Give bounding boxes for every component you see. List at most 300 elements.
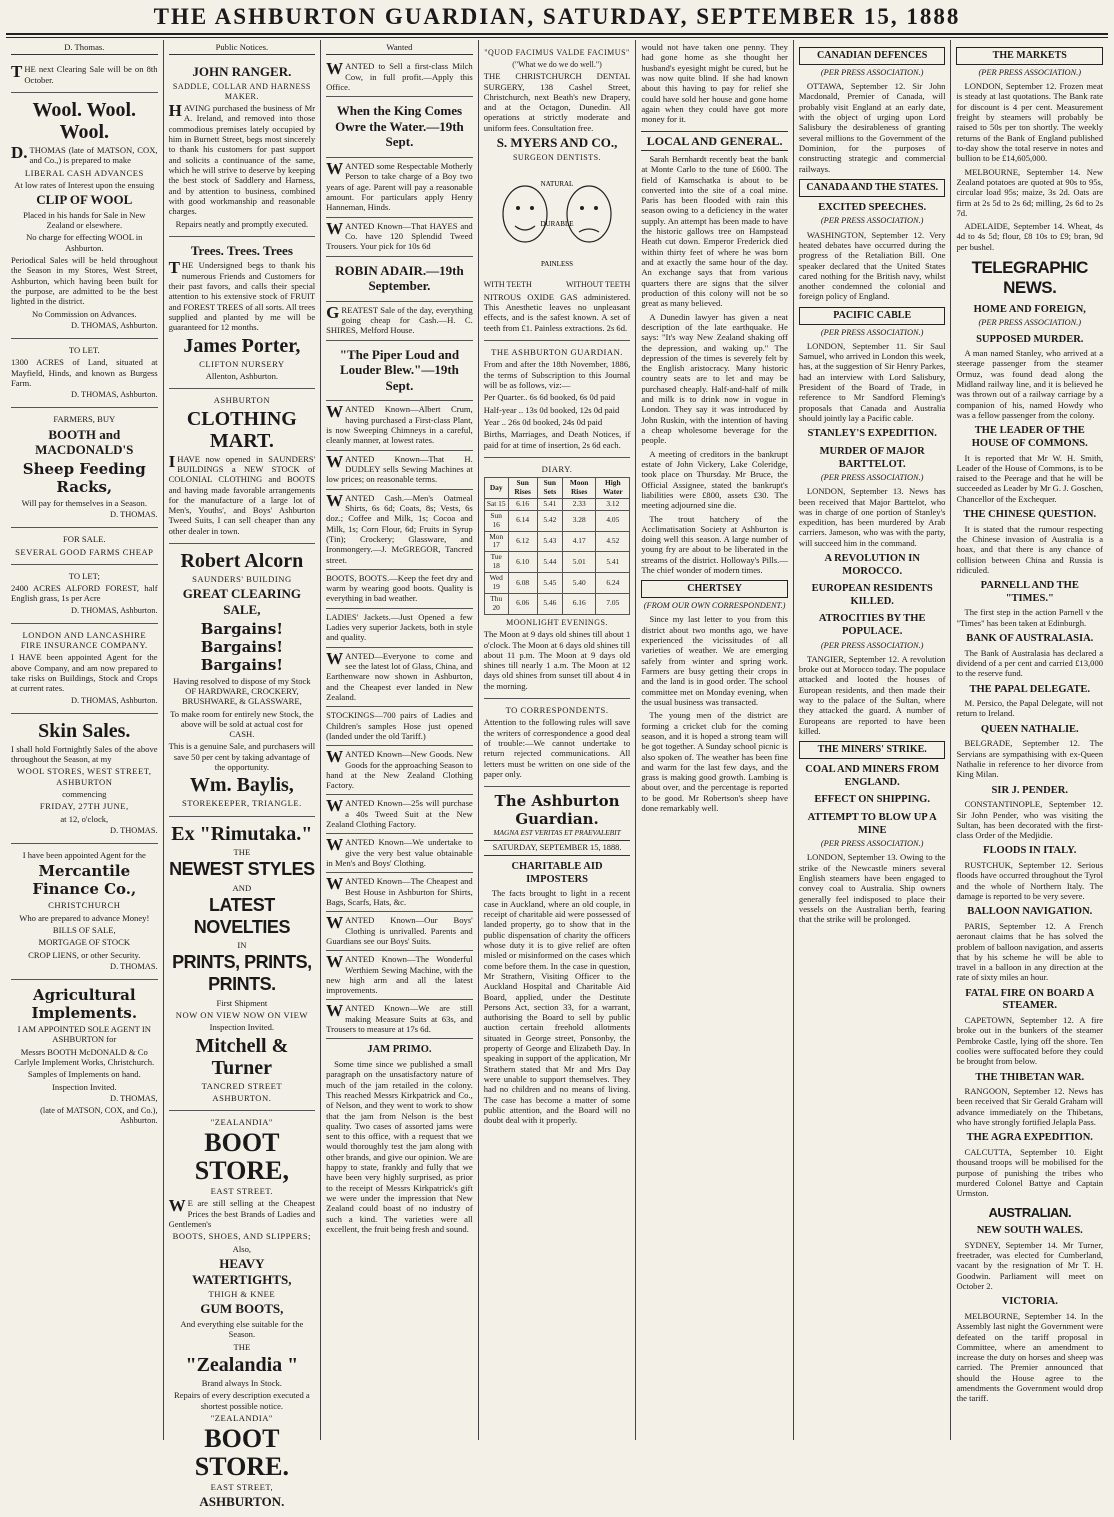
ad-block [11,844,158,980]
notice-text: Births, Marriages, and Death Notices, if paid for at time of insertion, 2s 6d each. [483,429,631,450]
classified-ad [326,302,473,341]
ad-text: WANTED—Everyone to come and see the latest lot of Glass, China, and Earthenware now shown in Ashburton, and the Cheapest ever landed in New Zealand. [326,648,473,702]
ad-text: THE [233,846,251,857]
ad-text: THE Undersigned begs to thank his numerous Friends and Customers for their past favors, and calls their special attention to his extensive stock of FRUIT and FOREST TREES of all sorts. All trees supplied and planted by me will be guaranteed for 12 months. [168,258,316,333]
section-title: TELEGRAPHIC NEWS. [971,258,1088,298]
ad-text: 1300 ACRES of Land, situated at Mayfield, Hinds, and known as Burgess Farm. [11,357,158,388]
rate-row: Half-year .. 13s 0d booked, 12s 0d paid [483,404,620,415]
news-body: SYDNEY, September 14. Mr Turner, freetrader, was elected for Cumberland, vacant by the resignation of Mr T. H. Goodwin. Parliament will meet on October 2. [956,1239,1104,1291]
news-body: ADELAIDE, September 14. Wheat, 4s 4d to 4s 5d; flour, £8 10s to £9; bran, 9d per bushel. [956,221,1104,252]
ad-text: And everything else suitable for the Season. [180,1319,304,1340]
diary-row [484,593,630,614]
ad-block [11,528,158,565]
classified-ad [326,1000,473,1039]
ad-title: Mitchell & Turner [195,1034,289,1079]
news-headline: FATAL FIRE ON BOARD A STEAMER. [965,987,1095,1012]
article-body: Some time since we published a small paragraph on the unsatisfactory nature of much of the jam retailed in the colony. This reached Messrs Kirkpatrick and Co., of Nelson, and they went to work to show that the jam from Nelson is the best quality. Two cases of assorted jams were sent to this office, with a request that we would thoroughly test the jam along with other brands, and give our opinion. We are happy to state, frankly and fully that we have been very highly surprised, as prior to the receipt of Messrs Kirkpatrick's gift we were under the impression that New Zealand could boast of no industry of such a kind. The varieties were all excellent, the fruit being fresh and sound. [326,1058,473,1234]
diary-cell: Thu 20 [484,593,508,614]
news-body: It is reported that Mr W. H. Smith, Leader of the House of Commons, is to be raised to the Peerage and that he will be succeeded as Leader by Mr G. J. Goschen, Chancellor of the Exchequer. [956,452,1104,504]
diary-col-header: Day [484,478,508,499]
column-5 [636,40,794,1440]
news-headline: SUPPOSED MURDER. [976,333,1084,345]
column-head: D. Thomas. [11,42,158,55]
ad-text: at 12, o'clock, [60,813,109,824]
diary-col-header: High Water [596,478,630,499]
ad-title: Agricultural Implements. [31,986,138,1023]
moon-text: The Moon at 9 days old shines till about 1 o'clock. The Moon at 6 days old shines till about 11 p.m. The Moon at 9 days old shines till nearly 1 a.m. The Moon at 12 days old shines from sunset till about 4 in the morning. [483,629,631,691]
ad-text: Also, [232,1243,252,1254]
news-subheadline: EXCITED SPEECHES. [818,201,927,213]
diary-cell: 2.33 [563,498,596,510]
news-source: (PER PRESS ASSOCIATION.) [978,318,1082,328]
news-headline: SIR J. PENDER. [991,784,1068,796]
classified-ad [326,795,473,834]
ad-title: ASHBURTON [213,395,271,406]
news-headline: VICTORIA. [1001,1296,1058,1308]
diary-cell: 5.41 [596,552,630,573]
ad-text: Who are prepared to advance Money! [19,912,150,923]
news-subheadline: HOME AND FOREIGN, [973,303,1086,315]
ad-text: CROP LIENS, or other Security. [28,949,141,960]
ad-block [11,714,158,844]
diary-cell: 5.43 [537,531,562,552]
paper-flag: The Ashburton Guardian. [494,792,620,829]
ad-text: LIBERAL CASH ADVANCES [24,167,144,178]
news-headline: BALLOON NAVIGATION. [967,906,1093,918]
ad-text: THE CHRISTCHURCH DENTAL SURGERY, 138 Cashel Street, Christchurch, next Beath's new Drapery, and at the Octagon, Dunedin. All operations at strictly moderate and uniform fees. Consultation free. [483,71,631,133]
signature: (late of MATSON, COX, and Co.), Ashburton. [40,1105,158,1126]
news-body: The Bank of Australasia has declared a dividend of a per cent and carried £13,000 to the reserve fund. [956,647,1104,679]
news-source: (PER PRESS ASSOCIATION.) [820,473,924,483]
ad-text: Inspection Invited. [52,1081,117,1092]
ad-block [169,1111,316,1517]
ad-text: Placed in his hands for Sale in New Zealand or elsewhere. [23,209,146,231]
masthead: THE ASHBURTON GUARDIAN, SATURDAY, SEPTEMBER 15, 1888 [6,0,1108,35]
section-subtitle: (FROM OUR OWN CORRESPONDENT.) [643,601,786,611]
article-body: The trout hatchery of the Acclimatisation Society at Ashburton is doing well this season. A large number of young fry are about to be liberated in the streams of the district. Holloway's Pills.—The chief wonder of modern times. [641,513,788,576]
ad-text: "QUOD FACIMUS VALDE FACIMUS" [484,48,630,57]
ad-text: AND [232,882,252,893]
ad-text: WANTED Known—The Cheapest and Best House in Ashburton for Shirts, Bags, Scarfs, Hats, &c. [326,874,473,907]
ad-block [11,624,158,714]
diary-cell: 6.16 [508,498,537,510]
news-headline: THE MARKETS [956,47,1103,65]
ad-text: Inspection Invited. [209,1022,275,1033]
ad-title: PRINTS, PRINTS, PRINTS. [172,952,312,994]
ad-title: BOOT STORE. [194,1424,289,1481]
ad-title: Trees. Trees. Trees [190,242,293,258]
diary-col-header: Sun Rises [508,478,537,499]
news-body: LONDON, September 11. Sir Saul Samuel, who arrived in London this week, has, at the suggestion of Sir Henry Parkes, had an interview with Lord Salisbury, President of the Board of Trade, in reference to Mr Sandford Fleming's proposals that Canada and Australia should jointly lay a Pacific cable. [798,340,946,424]
diary-cell: 6.08 [508,573,537,594]
ad-text: STOCKINGS—700 pairs of Ladies and Children's samples Hose just opened (landed under the old Tariff.) [326,710,473,741]
news-headline: STANLEY'S EXPEDITION. [807,428,937,440]
ad-text: Repairs neatly and promptly executed. [175,218,309,229]
news-headline: A REVOLUTION IN MOROCCO. [824,553,920,577]
classified-ad [326,257,473,302]
news-source: (PER PRESS ASSOCIATION.) [978,68,1082,77]
news-body: LONDON, September 13. Owing to the strike of the Newcastle miners several English steamers have been engaged to convey coal to Australia. Ship owners generally feel indisposed to place their vessels on the Australian berth, fearing that the strike will be prolonged. [798,852,946,925]
article-body: A Dunedin lawyer has given a neat description of the late earthquake. He says: "It's way New Zealand shaking off the depression, and waking up." The depression of the times is severely felt by the English aristocracy. Many historic country seats are to let and may be purchased cheaply. Half-and-half of milk and milk is to drink now in vogue in London. They say it was introduced by John Ruskin, with the intention of having a cheap wholesome beverage for the people. [641,311,788,446]
news-subheadline: ATTEMPT TO BLOW UP A MINE [807,811,937,836]
news-body: PARIS, September 12. A French aeronaut claims that he has solved the problem of balloon navigation, and asserts that by his scheme he will be able to travel in a balloon in any direction at the rate of sixty miles an hour. [956,920,1104,983]
diary-col-header: Moon Rises [563,478,596,499]
news-body: CAPETOWN, September 12. A fire broke out in the bunkers of the steamer Pembroke Castle, lying off the shore. Ten coolies were suffocated before they could be brought from below. [956,1014,1104,1067]
ad-text: SEVERAL GOOD FARMS CHEAP [15,546,154,557]
paper-motto: MAGNA EST VERITAS ET PRAEVALEBIT [493,828,621,838]
classified-ad [326,834,473,873]
ad-title: Bargains! Bargains! Bargains! [200,619,283,674]
illustration-captions [484,280,631,290]
ad-text: Allenton, Ashburton. [205,370,279,381]
classified-ad [326,609,473,648]
classified-ad [326,451,473,490]
signature: D. THOMAS. [110,825,158,835]
classified-ad [326,648,473,708]
diary-cell: 6.24 [596,573,630,594]
diary-cell: 6.16 [563,593,596,614]
ad-block [169,817,316,1111]
diary-cell: 7.05 [596,593,630,614]
ad-text: BOOTS, SHOES, AND SLIPPERS; [172,1231,312,1242]
news-body: MELBOURNE, September 14. New Zealand potatoes are quoted at 90s to 95s, circular load 95s; maize, 3s 2d. Oats are firm at 2s 5d to 2s 6d; milling, 2s 6d to 2s 7d. [956,166,1104,218]
sale-notice: THE next Clearing Sale will be on 8th October. [11,62,158,85]
ad-text: IHAVE now opened in SAUNDERS' BUILDINGS a NEW STOCK of COLONIAL CLOTHING and BOOTS and having made favorable arrangements for the manufacture of a large lot of Men's, Youths', and Boys' Ashburton Tweed Suits, I can sell cheaper than any other dealer in town. [168,451,316,536]
diary-body [484,498,630,614]
ad-title: James Porter, [183,334,301,357]
ad-text: No Commission on Advances. [32,308,137,319]
news-body: It is stated that the rumour respecting the Chinese invasion of Australia is a hoax, and that there is any chance of collision between China and Russia is ridiculed. [956,523,1104,575]
notice-text: From and after the 18th November, 1886, the terms of Subscription to this Journal will be as follows, viz:— [483,359,631,391]
ad-text: BILLS OF SALE, [52,925,116,935]
ad-subtitle: SURGEON DENTISTS. [512,152,602,162]
ad-block [11,93,158,339]
ad-title: Mercantile Finance Co., [32,862,137,899]
section-title: AUSTRALIAN. [988,1204,1072,1220]
signature: D. THOMAS, [110,1093,158,1103]
news-body: WASHINGTON, September 12. Very heated debates have occurred during the progress of the Retaliation Bill. One speaker declared that the United States cared nothing for the British navy, whilst another condemned the colonial and foreign policy of England. [798,229,946,302]
ad-text: MORTGAGE OF STOCK [38,937,131,948]
ad-text: WANTED Known—We undertake to give the very best value obtainable in Men's and Boys' Clothing. [326,835,473,868]
ad-block [11,565,158,624]
correspondents-title: TO CORRESPONDENTS. [505,705,609,716]
ad-title: Wool. Wool. Wool. [32,98,137,143]
column-4 [479,40,637,1440]
news-subheadline: MURDER OF MAJOR BARTTELOT. [819,445,925,470]
ad-text: WANTED Known—The Wonderful Werthiem Sewing Machine, with the new high arm and all the latest improvements. [326,952,473,996]
news-headline: NEW SOUTH WALES. [976,1225,1083,1237]
news-body: CONSTANTINOPLE, September 12. Sir John Pender, who was visiting the Sultan, has been decorated with the first-class Order of the Medjidie. [956,799,1104,841]
classified-ad [326,158,473,218]
diary-cell: 4.05 [596,510,630,531]
news-source: (PER PRESS ASSOCIATION.) [820,216,924,226]
ad-block [169,237,316,389]
news-source: (PER PRESS ASSOCIATION.) [820,327,924,337]
ad-title: Wm. Baylis, [189,774,294,797]
diary-cell: 5.42 [537,510,562,531]
ad-text: I AM APPOINTED SOLE AGENT IN ASHBURTON for [17,1024,151,1045]
news-body: CALCUTTA, September 10. Eight thousand troops will be mobilised for the purpose of punishing the tribes who murdered Colonel Battye and Captain Urmston. [956,1146,1104,1199]
ad-text: I HAVE been appointed Agent for the above Company, and am now prepared to take risks on Buildings, Stock and Crops at current rates. [11,652,158,694]
classified-ad [326,341,473,402]
news-source: (PER PRESS ASSOCIATION.) [820,839,924,849]
ad-text: WE are still selling at the Cheapest Prices the best Brands of Ladies and Gentlemen's [168,1196,316,1229]
classified-ad [326,951,473,1000]
classified-ad [326,97,473,158]
diary-cell: 4.52 [596,531,630,552]
ad-block [169,544,316,817]
ad-text: WANTED some Respectable Motherly Person to take charge of a Boy two years of age. Parent will pay a reasonable amount. For particulars apply Henry Hanneman, Hinds. [326,159,473,213]
ad-text: CLIP OF WOOL [36,192,133,208]
article-body: Sarah Bernhardt recently beat the bank at Monte Carlo to the tune of £600. The field of Kamschatka is about to be converted into the site of a coal mine. Paris has been flooded with rain this season owing to a deficiency in the water supply. An attempt has been made to have the historic gallows tree on Hampstead Heath cut down. Emperor Frederick died within thirty feet of where he was born and at exactly the same hour of the day. An exchange says that from various quarters there are signs that the silver production of this colony will not be so great as many believed. [641,153,788,309]
ad-text: NITROUS OXIDE GAS administered. This Anesthetic leaves no unpleasant effects, and is the safest known. A set of teeth from £1. Painless extractions. 2s 6d. [483,291,631,333]
ad-title: GREAT CLEARING SALE, [182,586,302,617]
signature: D. THOMAS. [110,510,158,520]
ad-title: GUM BOOTS, [200,1301,284,1317]
ad-text: IN [237,940,247,951]
ad-text: commencing [62,789,107,800]
ad-title: BOOT STORE, [194,1128,289,1185]
diary-cell: 5.45 [537,573,562,594]
ad-text: LADIES' Jackets.—Just Opened a few Ladies very superior Jackets, both in style and quality. [326,611,473,643]
moon-title: MOONLIGHT EVENINGS. [506,617,608,627]
diary-cell: 6.12 [508,531,537,552]
ad-subtitle: ASHBURTON. [212,1092,272,1103]
diary-cell: 6.14 [508,510,537,531]
diary-cell: Sun 16 [484,510,508,531]
news-headline: BANK OF AUSTRALASIA. [966,633,1094,645]
masthead-rule [6,35,1108,38]
ad-text: ("What we do we do well.") [512,59,602,69]
ad-text: WANTED to Sell a first-class Milch Cow, in full profit.—Apply this Office. [326,59,473,92]
signature: D. THOMAS, Ashburton. [70,695,158,705]
ad-text: D.THOMAS (late of MATSON, COX, and Co.,) is prepared to make [11,142,158,166]
column-head: Wanted [326,42,473,55]
news-body: OTTAWA, September 12. Sir John Macdonald, Premier of Canada, will probably visit England at an early date, with the object of urging upon Lord Salisbury the desirableness of granting several millions to the Government of the Dominion, for the purposes of constructing strategic and commercial railways. [798,81,946,174]
ad-title: "Zealandia " [185,1353,299,1376]
news-subheadline: COAL AND MINERS FROM ENGLAND. [805,764,940,788]
ad-text: WANTED Known—25s will purchase a 40s Tweed Suit at the New Zealand Clothing Factory. [326,796,473,830]
ad-block [169,389,316,544]
column-6 [794,40,952,1440]
ad-title: JOHN RANGER. [192,64,292,80]
ad-title: TO LET. [68,344,100,355]
caption-without-teeth: WITHOUT TEETH [565,280,631,290]
ad-text: I have been appointed Agent for the [22,850,146,861]
columns [6,40,1108,1510]
svg-text:DURABLE: DURABLE [540,220,574,229]
news-headline: THE CHINESE QUESTION. [963,509,1097,521]
news-body: A man named Stanley, who arrived at a steerage passenger from the steamer Ormuz, was found dead along the Midland railway line, and it is believed he was thrown out of a railway carriage by a companion of his, named Howdy who was a fellow passenger from the colony. [956,348,1104,420]
diary-row [484,498,630,510]
column-3 [321,40,479,1440]
diary-col-header: Sun Sets [537,478,562,499]
ad-text: To make room for entirely new Stock, the above will be sold at actual cost for CASH. [170,708,314,740]
news-headline: THE THIBETAN WAR. [975,1071,1085,1083]
ad-title: When the King Comes Owre the Water.—19th Sept. [335,103,464,150]
classified-ad [326,746,473,795]
column-2 [164,40,322,1510]
dental-illustration [484,166,631,276]
ad-block [11,980,158,1133]
faces-illustration [487,166,627,276]
ad-text: WOOL STORES, WEST STREET, ASHBURTON [17,766,152,787]
correspondents [484,699,631,787]
diary-title: DIARY. [541,463,573,474]
signature: D. THOMAS, Ashburton. [70,605,158,615]
ad-text: I shall hold Fortnightly Sales of the above throughout the Season, at my [11,743,158,765]
article-body: The facts brought to light in a recent case in Auckland, where an old couple, in receipt of charitable aid were possessed of landed property, go to show that in the public dispensation of charity the officers whose duty it is to give relief are often misled or misinformed on the cases which come before them. In the case in question, Mr Strathern, Visiting Officer to the Auckland Hospital and Charitable Aid Board, applied, under the Destitute Persons Act, section 33, for a warrant, authorising the Board to sell by public auction certain freehold allotments situated in George street, Ponsonby, the property of George and Elizabeth Day. In speaking in support of the application, Mr Strathern stated that Mr and Mrs Day were unable to support themselves. They had no children and no means of living. The case has become a matter of some public attention, and the Board will no doubt deal with it properly. [483,888,631,1126]
ad-text: WANTED Known—We are still making Measure Suits at 63s, and Trousers to measure at 17s 6d. [326,1001,473,1035]
ad-block [11,339,158,408]
diary-cell: Wed 19 [484,573,508,594]
diary-cell: 4.17 [563,531,596,552]
news-subheadline: ATROCITIES BY THE POPULACE. [818,613,926,638]
classified-ad [326,490,473,570]
signature: D. THOMAS. [110,961,158,971]
news-body: The first step in the action Parnell v the "Times" has been taken at Edinburgh. [956,607,1104,628]
ad-text: Samples of Implements on hand. [27,1069,141,1080]
ad-title: S. MYERS AND CO., [496,135,618,151]
ad-title: TO LET; [68,570,100,581]
ad-subtitle: CLIFTON NURSERY [199,358,285,369]
caption-with-teeth: WITH TEETH [483,280,532,290]
diary-row [484,552,630,573]
news-headline: FLOODS IN ITALY. [983,845,1077,857]
diary-cell: 5.41 [537,498,562,510]
ad-text: NOW ON VIEW NOW ON VIEW [175,1009,308,1020]
ad-title: BOOTH and MACDONALD'S [35,426,134,458]
news-body: MELBOURNE, September 14. In the Assembly last night the Government were defeated on the tariff proposal in Committee, where an amendment to increase the duty on horses and sheep was carried. The Premier announced that should the House agree to the amendments the Government would drop the tariff. [956,1310,1104,1404]
diary-cell: 5.44 [537,552,562,573]
diary-table [484,477,631,614]
ad-text: 2400 ACRES ALFORD FOREST, half English grass, 1s per Acre [11,583,158,604]
subscription-notice [484,341,631,458]
ad-block [11,408,158,528]
ad-block [169,58,316,237]
ad-text: Will pay for themselves in a Season. [21,497,147,508]
rate-row: Per Quarter.. 6s 6d booked, 6s 0d paid [483,392,616,403]
ad-text: Repairs of every description executed a shortest possible notice. [173,1390,310,1411]
ad-subtitle: SAUNDERS' BUILDING [192,574,292,585]
diary-cell: 6.06 [508,593,537,614]
news-subheadline: EFFECT ON SHIPPING. [814,794,930,806]
news-headline: QUEEN NATHALIE. [980,723,1079,735]
ad-text: FARMERS, BUY [53,414,116,425]
news-headline: THE LEADER OF THE HOUSE OF COMMONS. [971,425,1088,449]
ad-text: WANTED Known—Our Boys' Clothing is unrivalled. Parents and Guardians see our Boys' Suits. [326,913,473,946]
news-headline: PARNELL AND THE "TIMES." [980,580,1079,604]
ad-text: No charge for effecting WOOL in Ashburton. [26,232,143,253]
ad-title: NEWEST STYLES [169,859,315,879]
ad-text: HAVING purchased the business of Mr A. Ireland, and removed into those commodious premises lately occupied by him in Burnett Street, begs most sincerely to thank his customers for past support and solicits a continuance of the same, which he will strive to deserve by keeping the best stock of Saddlery and Harness, and by attention to business, combined with good workmanship and reasonable charges. [168,101,316,217]
ad-subtitle: TANCRED STREET [201,1080,283,1091]
column-head: Public Notices. [169,42,316,55]
svg-text:NATURAL: NATURAL [540,180,574,189]
diary-cell: Tue 18 [484,552,508,573]
news-body: TANGIER, September 12. A revolution broke out at Morocco today. The populace attacked and looted the houses of European residents, and then made their way to the palace of the Sultan, where they attacked the guard. A number of Europeans are reported to have been killed. [798,653,946,736]
news-body: LONDON, September 12. Frozen meat is steady at last quotations. The Bank rate for discount is 4 per cent. Measurement freight by steamers will probably be raised to 50s per ton shortly. The weekly returns of the Bank of England published to-day show the total reserve in notes and bullion to be £14,605,000. [956,81,1104,164]
ad-text: This is a genuine Sale, and purchasers will save 50 per cent by taking advantage of the opportunity. [168,741,316,773]
ad-title: LONDON AND LANCASHIRE FIRE INSURANCE COMPANY. [20,629,148,651]
ad-text: "ZEALANDIA" [210,1412,273,1423]
ad-text: Brand always In Stock. [201,1377,282,1388]
ad-title: Sheep Feeding Racks, [22,459,146,496]
classified-ad [326,570,473,609]
news-subheadline: EUROPEAN RESIDENTS KILLED. [811,583,933,607]
ad-text: BOOTS, BOOTS.—Keep the feet dry and warm by wearing good boots. Quality is everything in bad weather. [326,572,473,604]
diary-header [484,478,630,499]
correspondents-text: Attention to the following rules will save the writers of correspondence a good deal of trouble:—We cannot undertake to return rejected communications. All letters must be written on one side of the paper only. [483,717,631,779]
ad-subtitle: STOREKEEPER, TRIANGLE. [181,798,302,809]
classified-ad [326,873,473,912]
dental-ad [484,42,631,341]
ad-subtitle: EAST STREET. [210,1186,274,1197]
ad-text: At low rates of Interest upon the ensuing [14,179,155,190]
ad-text: Periodical Sales will be held throughout the Season in my Stores, West Street, Ashburton, which having been built for the purpose, are admitted to be the best lighted in the district. [11,255,158,307]
diary-cell: 6.10 [508,552,537,573]
news-headline: PACIFIC CABLE [799,307,946,325]
ad-title: Ex "Rimutaka." [171,822,313,845]
ad-title: HEAVY WATERTIGHTS, [192,1255,292,1287]
news-headline: CANADIAN DEFENCES [799,47,946,65]
news-body: RANGOON, September 12. News has been received that Sir Gerald Graham will advance immediately on the Thibetans, who have strongly fortified Jelapla Pass. [956,1086,1104,1128]
news-source: (PER PRESS ASSOCIATION.) [820,640,924,650]
ad-title: CLOTHING MART. [186,407,297,452]
classified-ad [326,707,473,746]
article-headline: CHARITABLE AID IMPOSTERS [511,861,603,885]
column-1 [6,40,164,1440]
ad-subtitle: SADDLE, COLLAR AND HARNESS MAKER. [172,81,311,101]
ad-title: Robert Alcorn [180,550,304,573]
diary-cell: 5.46 [537,593,562,614]
diary-row [484,510,630,531]
classified-ad [326,218,473,257]
ad-block [11,58,158,93]
article-body: Since my last letter to you from this district about two months ago, we have experienced the vicissitudes of all varieties of weather. We are emerging safely from winter and spring work. Farmers are busy getting their crops in and the land is in good order. The school committee met on Monday evening, when the usual business was transacted. [641,614,788,707]
ad-title: "The Piper Loud and Louder Blew."—19th Sept. [339,346,460,393]
article-headline: JAM PRIMO. [367,1044,432,1056]
ad-title: FOR SALE. [63,534,106,545]
article-continued: would not have taken one penny. They had gone home as she thought her husband's eyesight might be cured, but he was now quite blind. If she had known about this having to pay for relief she could have sold her house and gone home again when they could have got more money for it. [641,42,788,125]
ad-title: ASHBURTON. [199,1494,285,1510]
diary-cell: 3.28 [563,510,596,531]
diary-cell: 5.01 [563,552,596,573]
news-body: RUSTCHUK, September 12. Serious floods have occurred throughout the Tyrol and the whole of Northern Italy. The damage is reported to be very severe. [956,860,1104,901]
diary-row [484,573,630,594]
signature: D. THOMAS, Ashburton. [70,390,158,400]
diary-section [484,458,631,699]
diary-cell: Mon 17 [484,531,508,552]
notice-title: THE ASHBURTON GUARDIAN. [491,347,623,358]
diary-cell: 5.40 [563,573,596,594]
ad-text: GREATEST Sale of the day, everything going cheap for Cash.—H. C. SHIRES, Melford House. [326,302,473,336]
ad-title: Skin Sales. [38,719,131,742]
news-headline: CANADA AND THE STATES. [799,179,946,197]
diary-cell: Sat 15 [484,498,508,510]
ad-text: WANTED Cash.—Men's Oatmeal Shirts, 6s 6d; Coats, 8s; Vests, 6s doz.; Coffee and Milk, 1s; Cocoa and Milk, 1s; Corn Flour, 6d; Fruits in Syrup (Tin); Crockery; Glassware, and Ironmongery.—J. McGREGOR, Tancred street. [326,490,473,565]
ad-title: LATEST NOVELTIES [193,894,290,937]
news-headline: THE MINERS' STRIKE. [799,741,946,759]
classified-ad [326,912,473,951]
ad-text: First Shipment [216,997,268,1008]
news-headline: THE AGRA EXPEDITION. [966,1132,1093,1144]
ad-text: CHRISTCHURCH [48,900,121,911]
column-7 [951,40,1108,1440]
signature: D. THOMAS, Ashburton. [70,320,158,330]
ad-text: THE [233,1341,251,1352]
diary-row [484,531,630,552]
